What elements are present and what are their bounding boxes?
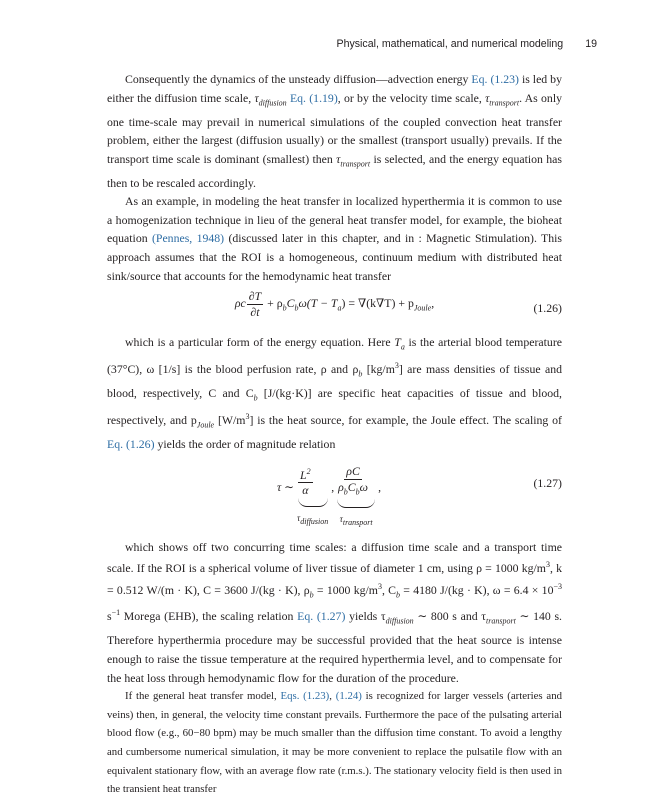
page-number: 19 xyxy=(585,38,597,50)
equation-number: (1.27) xyxy=(533,475,562,490)
underbrace-transport xyxy=(337,499,375,508)
eq-link-1-27[interactable]: Eq. (1.27) xyxy=(297,609,346,624)
eq-link-1-26[interactable]: Eq. (1.26) xyxy=(107,436,155,451)
eq-link-1-23-b[interactable]: Eqs. (1.23) xyxy=(280,690,330,703)
equation-1-27: τ ∼ $\frac{L^2}{\alpha}$ $\tau_{diffusion}$ , $\frac{\rho C}{\rho_bC_b\omega}$ $\tau_{transport}$ , (1.27) xyxy=(277,463,562,527)
running-header xyxy=(337,38,598,50)
underbrace-diffusion xyxy=(298,498,328,507)
running-title: Physical, mathematical, and numerical modeling xyxy=(336,38,564,50)
equation-number: (1.26) xyxy=(533,301,562,316)
paragraph-5: If the general heat transfer model, Eqs. (1.23), (1.24) is recognized for larger vessels (arteries and veins) then, in general, the velocity time constant prevails. Furthermore the pace of the pulsating arterial blood flow (e.g., 60−80 bpm) may be much smaller than the diffusion time constant. To avoid a lengthy and cumbersome numerical simulation, it may be more convenient to replace the pulsatile flow with an equivalent stationary flow, with an average flow rate (r.m.s.). The stationary velocity field is then used in the transient heat transfer xyxy=(107,690,562,796)
equation-1-26: ρc $\frac{\partial T}{\partial t}$ + $\rho_bC_b\omega(T - T_a) = \nabla(k\nabla T) + p_{Joule}$, (1.26) xyxy=(234,289,562,320)
eq-link-1-19[interactable]: Eq. (1.19) xyxy=(286,90,338,105)
citation-link-pennes[interactable]: (Pennes, 1948) xyxy=(151,231,225,246)
eq-link-1-24[interactable]: (1.24) xyxy=(335,690,362,703)
paragraph-3: which is a particular form of the energy equation. Here $T_a$ is the arterial blood temperature (37°C), ω [1/s] is the blood perfusion rate, ρ and $\rho_b$ $[kg/m^3]$ are mass densities of tissue and blood, respectively, C and $C_b$ [J/(kg·K)] are specific heat capacities of tissue and blood, respectively, and $p_{Joule}$ $[W/m^3]$ is the heat source, for example, the Joule effect. The scaling of Eq. (1.26) yields the order of magnitude relation xyxy=(107,335,563,451)
paragraph-1: Consequently the dynamics of the unsteady diffusion—advection energy Eq. (1.23) is led by either the diffusion time scale, $\tau_{diffusion}$ Eq. (1.19), or by the velocity time scale, $\tau_{transport}$. As only one time-scale may prevail in numerical simulations of the coupled convection heat transfer problem, either the largest (diffusion usually) or the smallest (transport usually) prevails. If the transport time scale is dominant (smallest) then $\tau_{transport}$ is selected, and the energy equation has then to be rescaled accordingly. xyxy=(107,72,562,190)
page-body xyxy=(107,70,562,799)
eq-link-1-23[interactable]: Eq. (1.23) xyxy=(471,72,519,86)
paragraph-2: As an example, in modeling the heat transfer in localized hyperthermia it is common to use a homogenization technique in lieu of the general heat transfer model, for example, the bioheat equation (Pennes, 1948) (discussed later in this chapter, and in : Magnetic Stimulation). This approach assumes that the ROI is a homogeneous, continuum medium with distributed heat sink/source that accounts for the hemodynamic heat transfer xyxy=(107,194,562,283)
paragraph-4: which shows off two concurring time scales: a diffusion time scale and a transport time scale. If the ROI is a spherical volume of liver tissue of diameter 1 cm, using ρ = 1000 $kg/m^3$, k = 0.512 W/(m · K), C = 3600 J/(kg · K), $\rho_b = 1000$ $kg/m^3$, $C_b = 4180$ J/(kg · K), $\omega = 6.4 \times 10^{-3}$ $s^{-1}$ Morega (EHB), the scaling relation Eq. (1.27) yields $\tau_{diffusion}$ ∼ 800 s and $\tau_{transport}$ ∼ 140 s. Therefore hyperthermia procedure may be successful provided that the heat source is intense enough to raise the tissue temperature at the required hyperthermia level, and to compensate for the heat loss through hemodynamic flow for the duration of the procedure. xyxy=(107,539,563,685)
